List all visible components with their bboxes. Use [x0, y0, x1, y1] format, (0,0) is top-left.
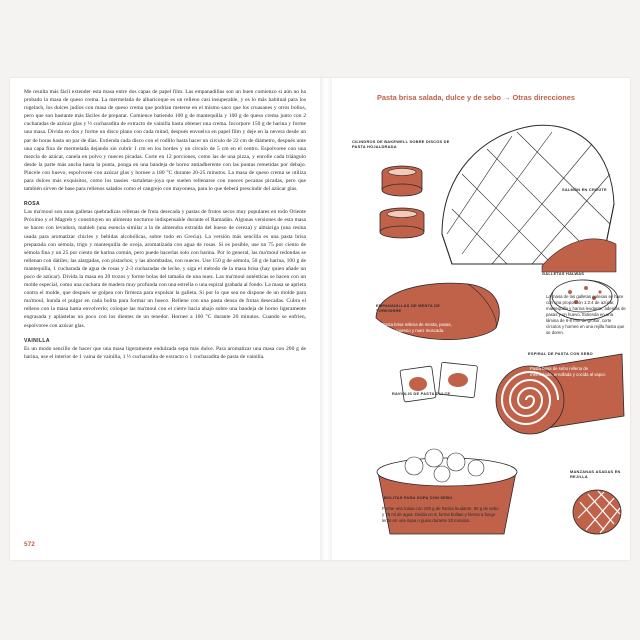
galletas-note: La masa de las galletas gulesas se hace con una proporción 1:2:4 de azúcar, mantequilla y harina leudante, además de pasas y un huevo. Extienda en una lámina de 6-8 mm de grosor, corte círculos y hornee en una rejilla hasta que se doren. — [546, 294, 626, 335]
vainilla-paragraph: Es un modo sencillo de hacer que una masa ligeramente endulzada sepa más dulce. Para aromatizar una masa con 200 g de harina, use el interior de 1 vaina de vainilla, 1 ½ cucharadita de extracto o 1 cucharadita de pasta de vainilla. — [24, 345, 306, 360]
ravioli-label: RAVIOLIS DE PASTA DULCE — [392, 391, 451, 396]
bolitas-note: Forme una masa con 100 g de harina leudante, 50 g de sebo y 75 ml de agua. Divida en 8, forme bolitas y hierva a fuego lento en una sopa o guiso durante 20 minutos. — [382, 506, 499, 523]
book-gutter — [320, 78, 332, 560]
rosa-heading: ROSA — [24, 201, 41, 208]
empanadillas-label: EMPANADILLAS DE MENTA DE YORKSHIRE — [376, 303, 441, 313]
cilindros-illustration — [372, 158, 432, 248]
intro-paragraph: Me resulta más fácil extender esta masa entre dos capas de papel film. Las empanadillas son un buen comienzo si aún no ha probado la masa de queso crema. La mermelada de albaricoque es un relleno casi insuperable, y es lo más habitual para los rugelach, los dulces judíos con masa de queso crema que podrían meterse en el mismo saco que los cruasanes y otros bollos, pero que son bastante más fáciles de preparar. Comience batiendo 100 g de mantequilla y 100 g de queso crema junto con 2 cucharadas de azúcar glas y ½ cucharadita de extracto de vainilla hasta obtener una crema. Incorpore 150 g de harina y forme una masa. Divida en dos y forme un disco plano con cada mitad, después envuelva en papel film y deje en la nevera desde un par de horas hasta un par de días. Extienda cada disco con el rodillo hasta hacer un círculo de 22 cm de diámetro, después unte una capa fina de mermelada dejando sin cubrir 1 cm en los bordes y un círculo de 5 cm en el centro. Espolvoree con una mezcla de azúcar, canela en polvo y nueces picadas. Corte en 12 porciones, como las de una pizza, y enrolle cada triángulo desde la parte más ancha hasta la punta, ponga en una bandeja de horno antiadherente con las puntas remetidas por debajo. Pincele con huevo, espolvoree con azúcar glas y hornee a 180 °C durante 20-25 minutos. La masa de queso crema se utiliza para dulces más exquisitos, como los tassies -tartaletas-joya que suelen rellenarse con nueces pecanas picadas, pero que también sirven de base para rellenos salados como el cangrejo con mayonesa, para lo que deberá prescindir del azúcar glas. — [24, 89, 306, 193]
vainilla-heading: VAINILLA — [24, 337, 50, 344]
bolitas-label: BOLITAS PARA SOPA CON SEBO — [384, 495, 453, 500]
page-number: 572 — [24, 541, 35, 548]
espiral-note: Pasta brisa de sebo rellena de mermelada, enrollada y cocida al vapor. — [530, 366, 606, 377]
page-title: Pasta brisa salada, dulce y de sebo → Otras direcciones — [377, 93, 575, 102]
espiral-illustration — [484, 330, 630, 440]
ravioli-illustration — [396, 356, 492, 412]
espiral-label: ESPIRAL DE PASTA CON SEBO — [528, 351, 593, 356]
right-page — [332, 78, 630, 560]
rosa-paragraph: Las ma'moul son unas galletas quebradizas rellenas de fruta desecada y pastas de frutos secos muy populares en todo Oriente Próximo y el Magreb y constituyen un alimento nocturno indispensable durante el Ramadán. Algunas versiones de esta masa se hacen con levadura, mahleb (una esencia similar a la de almendra extraída del hueso de cereza) y almáciga (una resina usada para aromatizar chicles y bebidas alcohólicas, sobre todo en Grecia). La versión más sencilla es una pasta brisa preparada con sémola, trigo y mantequilla de oveja, aromatizada con agua de rosas. Si es posible, use un 75 por ciento de sémola fina y un 25 por ciento de harina común, pero puede hacerlas solo con harina. Por lo general, las ma'moul redondas se rellenan con dátiles; las alargadas, con pistachos; y las abombadas, con nueces. Use 150 g de sémola, 50 g de harina, 100 g de mantequilla, 1 cucharada de agua de rosas y 2-3 cucharadas de leche, y siga el método de la masa brisa (hay quien añade un poco de azúcar). Divida la masa en 20 trozos y forme bolas del tamaño de una nuez. Las ma'moul auténticas se hacen con un molde especial, como una cuchara de madera muy profunda con una estrella o una espiral grabada al fondo. La masa se aprieta contra el molde, que después se golpea con firmeza para expulsar la galleta. Si por lo que sea no dispone de un molde para ma'moul, hunda el pulgar en cada bolita para formar un hueco. Rellene con una pasta densa de frutas desecadas. Cubra el relleno con la masa hasta envolverlo; coloque las ma'moul con el cierre hacia abajo sobre una bandeja de horno ligeramente engrasada y aplástelas un poco con los dientes de un tenedor. Hornee a 160 °C durante 20 minutos. Cuando se enfríen, espolvoree con azúcar glas. — [24, 209, 306, 329]
cilindros-label: CILINDROS DE BAKEWELL SOBRE DISCOS DE PASTA HOJALDRADA — [352, 139, 450, 149]
galletas-label: GALLETAS HALWAS — [542, 271, 585, 276]
salmon-label: SALMÓN EN CROÛTE — [562, 187, 607, 192]
manzanas-label: MANZANAS ASADAS EN REJILLA — [570, 469, 621, 479]
left-page — [24, 88, 306, 368]
manzanas-illustration — [568, 478, 626, 540]
book-spread — [10, 78, 630, 560]
empanadillas-note: Pasta brisa rellena de menta, pasas, azúcar moreno y nuez moscada. — [382, 322, 452, 333]
salmon-croute-illustration — [432, 114, 622, 274]
olla-illustration — [372, 444, 522, 540]
